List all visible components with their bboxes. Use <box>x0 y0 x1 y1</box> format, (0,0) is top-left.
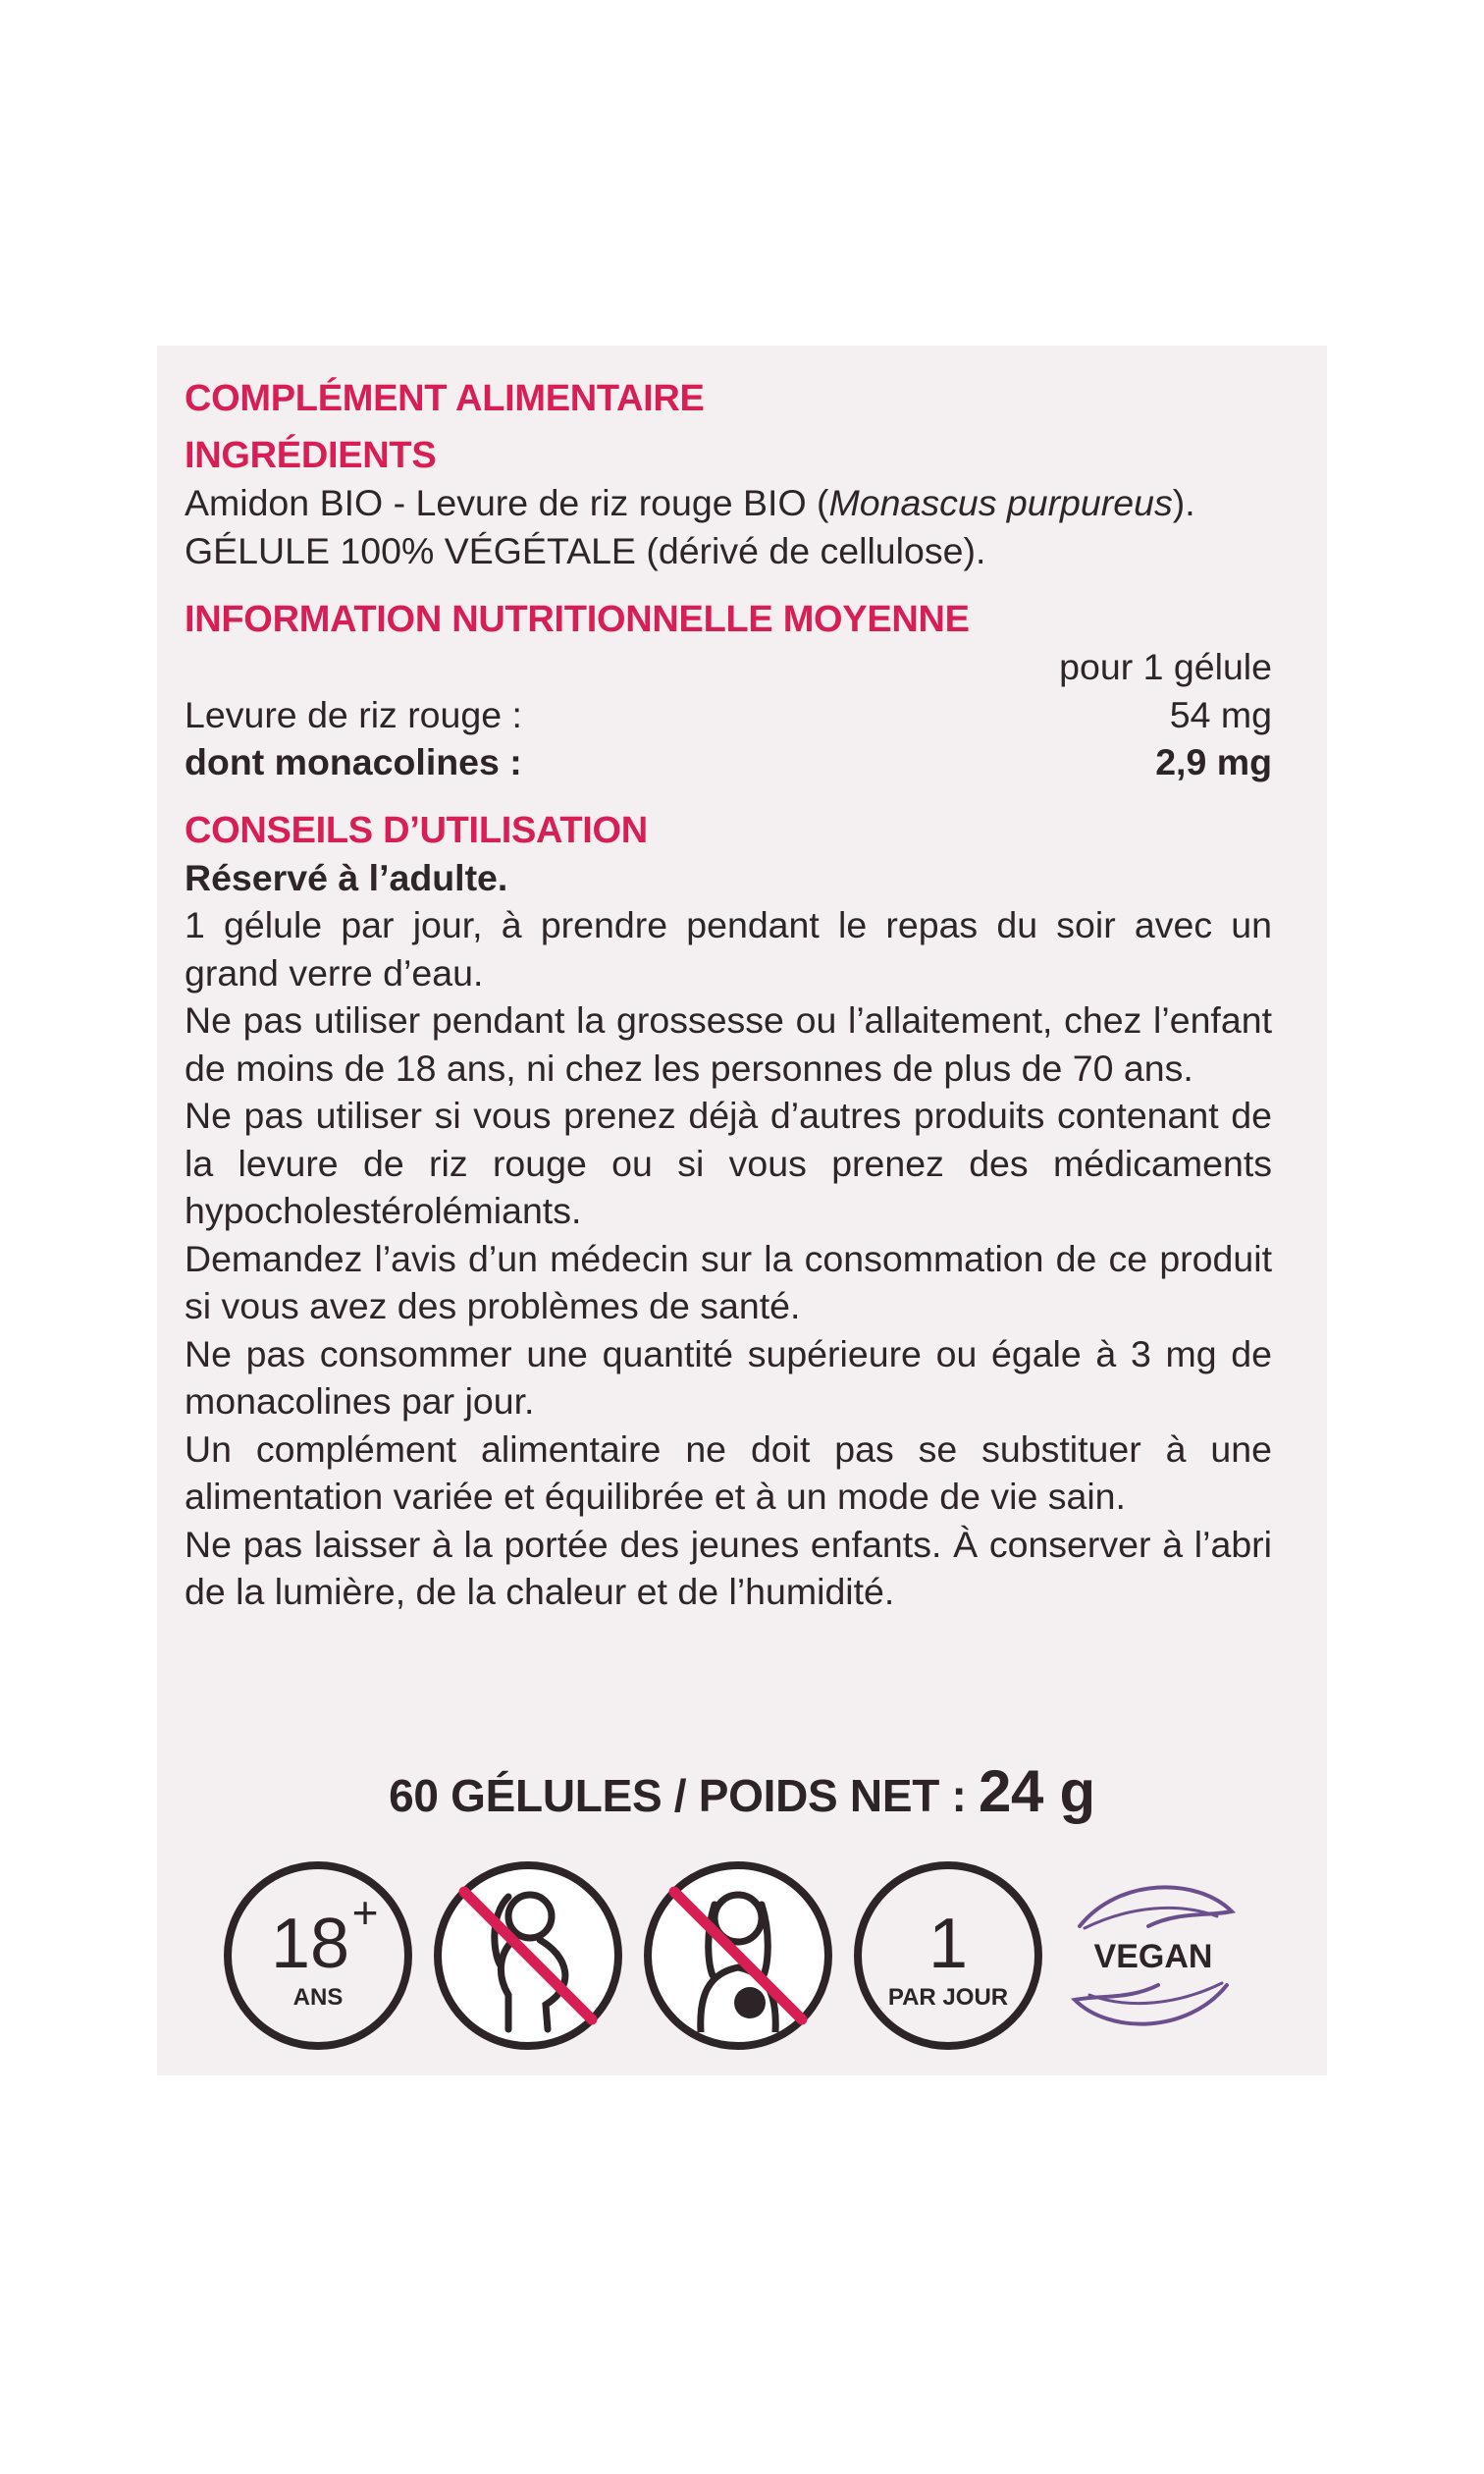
ingredients-prefix: Amidon BIO - Levure de riz rouge BIO ( <box>185 482 829 523</box>
vegan-leaf-icon <box>1060 1857 1246 2054</box>
age-plus: + <box>351 1887 379 1938</box>
nutrition-row <box>185 691 1272 738</box>
nutrition-row <box>185 738 1272 785</box>
section-title-usage: CONSEILS D’UTILISATION <box>185 809 648 851</box>
section-title-ingredients: INGRÉDIENTS <box>185 435 437 476</box>
label-panel <box>157 346 1327 2075</box>
pictogram-row <box>220 1857 1250 2054</box>
usage-paragraph: Ne pas laisser à la portée des jeunes enfants. À conserver à l’abri de la lumière, de la chaleur et de l’humidité. <box>185 1523 1272 1612</box>
nutrition-value: 54 mg <box>1169 693 1272 735</box>
usage-paragraph: Ne pas utiliser pendant la grossesse ou l’allaitement, chez l’enfant de moins de 18 ans, ni chez les personnes de plus de 70 ans. <box>185 999 1272 1089</box>
ingredients-suffix: ). <box>1172 482 1195 523</box>
ingredients-line-2: GÉLULE 100% VÉGÉTALE (dérivé de cellulose). <box>185 529 986 571</box>
nutrition-per-label: pour 1 gélule <box>1059 646 1272 687</box>
ingredients-line-1 <box>185 479 1272 527</box>
section-title-nutrition: INFORMATION NUTRITIONNELLE MOYENNE <box>185 599 970 640</box>
no-breastfeeding-icon <box>640 1857 836 2054</box>
age-number: 18 <box>270 1905 350 1983</box>
no-pregnant-icon <box>430 1857 626 2054</box>
age-18-icon <box>220 1857 416 2054</box>
net-weight-line <box>157 1757 1327 1825</box>
label-content <box>185 375 1272 1616</box>
usage-paragraph: Demandez l’avis d’un médecin sur la consommation de ce produit si vous avez des problèmes de santé. <box>185 1237 1272 1326</box>
usage-paragraph: Un complément alimentaire ne doit pas se substituer à une alimentation variée et équilibrée et à un mode de vie sain. <box>185 1427 1272 1517</box>
usage-paragraph: Ne pas consommer une quantité supérieure ou égale à 3 mg de monacolines par jour. <box>185 1332 1272 1422</box>
usage-adult-only: Réservé à l’adulte. <box>185 856 508 898</box>
nutrition-label: Levure de riz rouge : <box>185 693 522 735</box>
section-title-complement: COMPLÉMENT ALIMENTAIRE <box>185 378 705 419</box>
one-per-day-icon <box>850 1857 1046 2054</box>
usage-paragraph: 1 gélule par jour, à prendre pendant le repas du soir avec un grand verre d’eau. <box>185 904 1272 994</box>
age-label: ANS <box>292 1984 344 2011</box>
nutrition-value: 2,9 mg <box>1155 740 1272 782</box>
dose-label: PAR JOUR <box>887 1984 1009 2011</box>
nutrition-label: dont monacolines : <box>185 740 522 782</box>
usage-paragraph: Ne pas utiliser si vous prenez déjà d’autres produits contenant de la levure de riz rouge ou si vous prenez des médicaments hypocholestérolémiants. <box>185 1095 1272 1231</box>
capsule-count-label: 60 GÉLULES / POIDS NET : <box>389 1770 979 1821</box>
net-weight-value: 24 g <box>978 1758 1095 1824</box>
vegan-label: VEGAN <box>1093 1938 1213 1975</box>
dose-number: 1 <box>928 1905 969 1983</box>
ingredients-latin-name: Monascus purpureus <box>828 482 1173 523</box>
